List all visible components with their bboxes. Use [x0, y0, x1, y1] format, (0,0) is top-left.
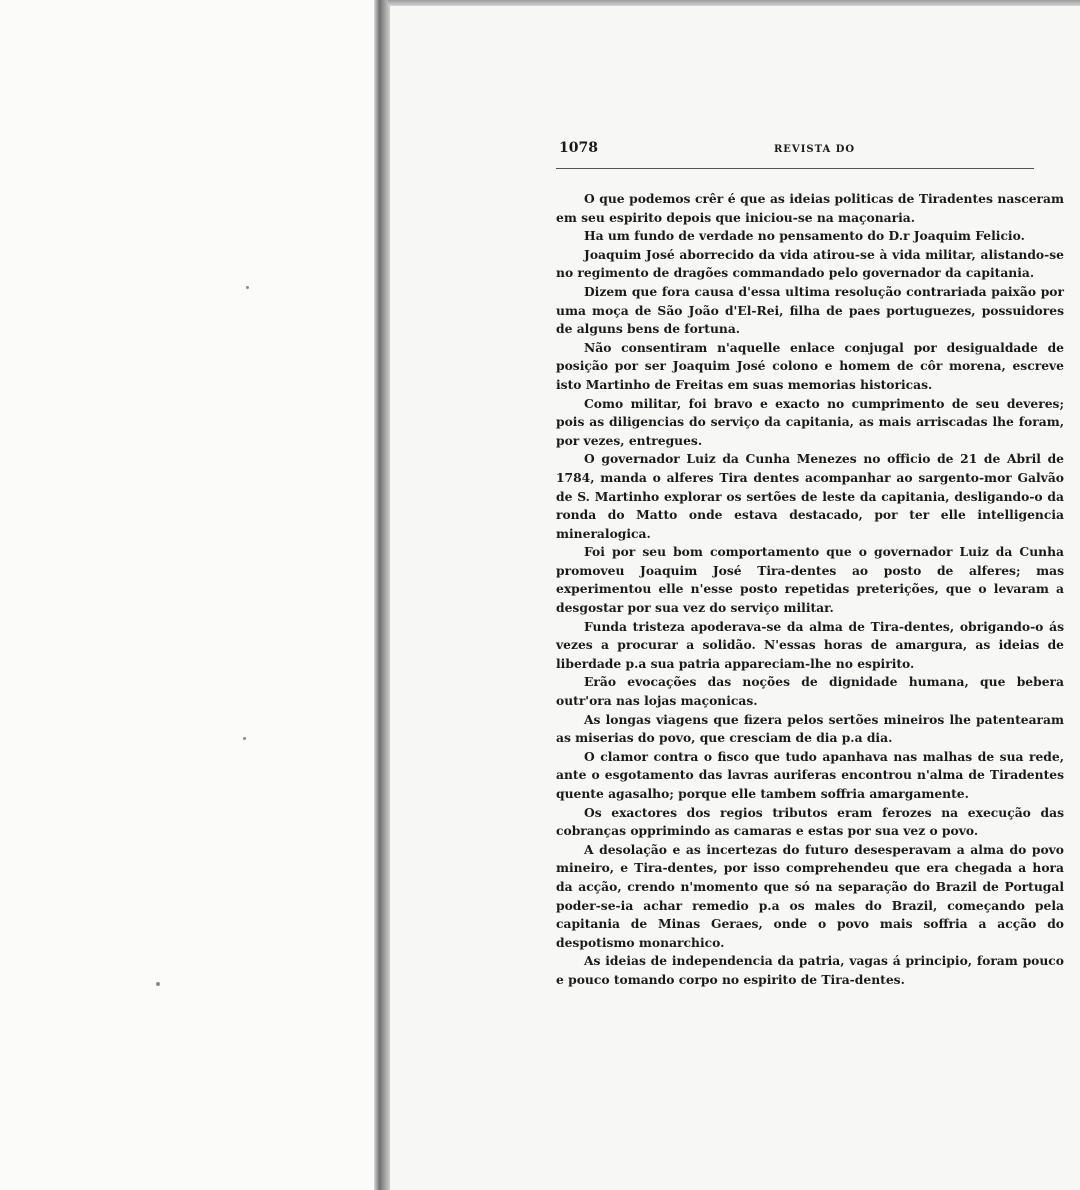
paragraph: O clamor contra o fisco que tudo apanhava nas malhas de sua rede, ante o esgotamento das lavras auriferas encontrou n'alma de Tiradentes quente agasalho; porque elle tambem soffria amargamente.	[556, 748, 1064, 801]
scan-speck	[156, 982, 160, 986]
paragraph: Foi por seu bom comportamento que o governador Luiz da Cunha promoveu Joaquim José Tira-dentes ao posto de alferes; mas experimentou elle n'esse posto repetidas preterições, que o levaram a desgostar por sua vez do serviço militar.	[556, 544, 1064, 616]
top-edge-shadow	[388, 0, 1080, 6]
page-number: 1078	[559, 140, 598, 156]
book-page	[556, 140, 1064, 1080]
paragraph: Funda tristeza apoderava-se da alma de Tira-dentes, obrigando-o ás vezes a procurar a solidão. N'essas horas de amargura, as ideias de liberdade p.a sua patria appareciam-lhe no espirito.	[556, 618, 1064, 671]
paragraph: Como militar, foi bravo e exacto no cumprimento de seu deveres; pois as diligencias do serviço da capitania, as mais arriscadas lhe foram, por vezes, entregues.	[556, 395, 1064, 448]
header-rule	[556, 168, 1034, 169]
running-title: REVISTA DO	[774, 144, 856, 155]
paragraph: O governador Luiz da Cunha Menezes no officio de 21 de Abril de 1784, manda o alferes Tira dentes acompanhar ao sargento-mor Galvão de S. Martinho explorar os sertões de leste da capitania, desligando-o da ronda do Matto onde estava destacado, por ter elle intelligencia mineralogica.	[556, 451, 1064, 541]
paragraph: Os exactores dos regios tributos eram ferozes na execução das cobranças opprimindo as camaras e estas por sua vez o povo.	[556, 804, 1064, 839]
scan-speck	[243, 737, 246, 740]
blank-left-page	[0, 0, 380, 1190]
scan-speck	[246, 286, 249, 289]
paragraph: Dizem que fora causa d'essa ultima resolução contrariada paixão por uma moça de São João d'El-Rei, filha de paes portuguezes, possuidores de alguns bens de fortuna.	[556, 283, 1064, 337]
book-spine	[374, 0, 390, 1190]
paragraph: O que podemos crêr é que as ideias politicas de Tiradentes nasceram em seu espirito depois que iniciou-se na maçonaria.	[556, 191, 1064, 225]
body-text	[556, 190, 1064, 990]
paragraph: Não consentiram n'aquelle enlace conjugal por desigualdade de posição por ser Joaquim José colono e homem de côr morena, escreve isto Martinho de Freitas em suas memorias historicas.	[556, 339, 1064, 392]
paragraph: Erão evocações das noções de dignidade humana, que bebera outr'ora nas lojas maçonicas.	[556, 674, 1064, 709]
paragraph: Joaquim José aborrecido da vida atirou-se à vida militar, alistando-se no regimento de dragões commandado pelo governador da capitania.	[556, 246, 1064, 281]
page-header	[556, 140, 1064, 162]
paragraph: A desolação e as incertezas do futuro desesperavam a alma do povo mineiro, e Tira-dentes, por isso comprehendeu que era chegada a hora da acção, crendo n'momento que só na separação do Brazil de Portugal poder-se-ia achar remedio p.a os males do Brazil, começando pela capitania de Minas Geraes, onde o povo mais soffria a acção do despotismo monarchico.	[556, 841, 1064, 950]
paragraph: As ideias de independencia da patria, vagas á principio, foram pouco e pouco tomando corpo no espirito de Tira-dentes.	[556, 953, 1064, 987]
paragraph: Ha um fundo de verdade no pensamento do D.r Joaquim Felicio.	[584, 228, 1025, 244]
paragraph: As longas viagens que fizera pelos sertões mineiros lhe patentearam as miserias do povo, que cresciam de dia p.a dia.	[556, 711, 1064, 746]
